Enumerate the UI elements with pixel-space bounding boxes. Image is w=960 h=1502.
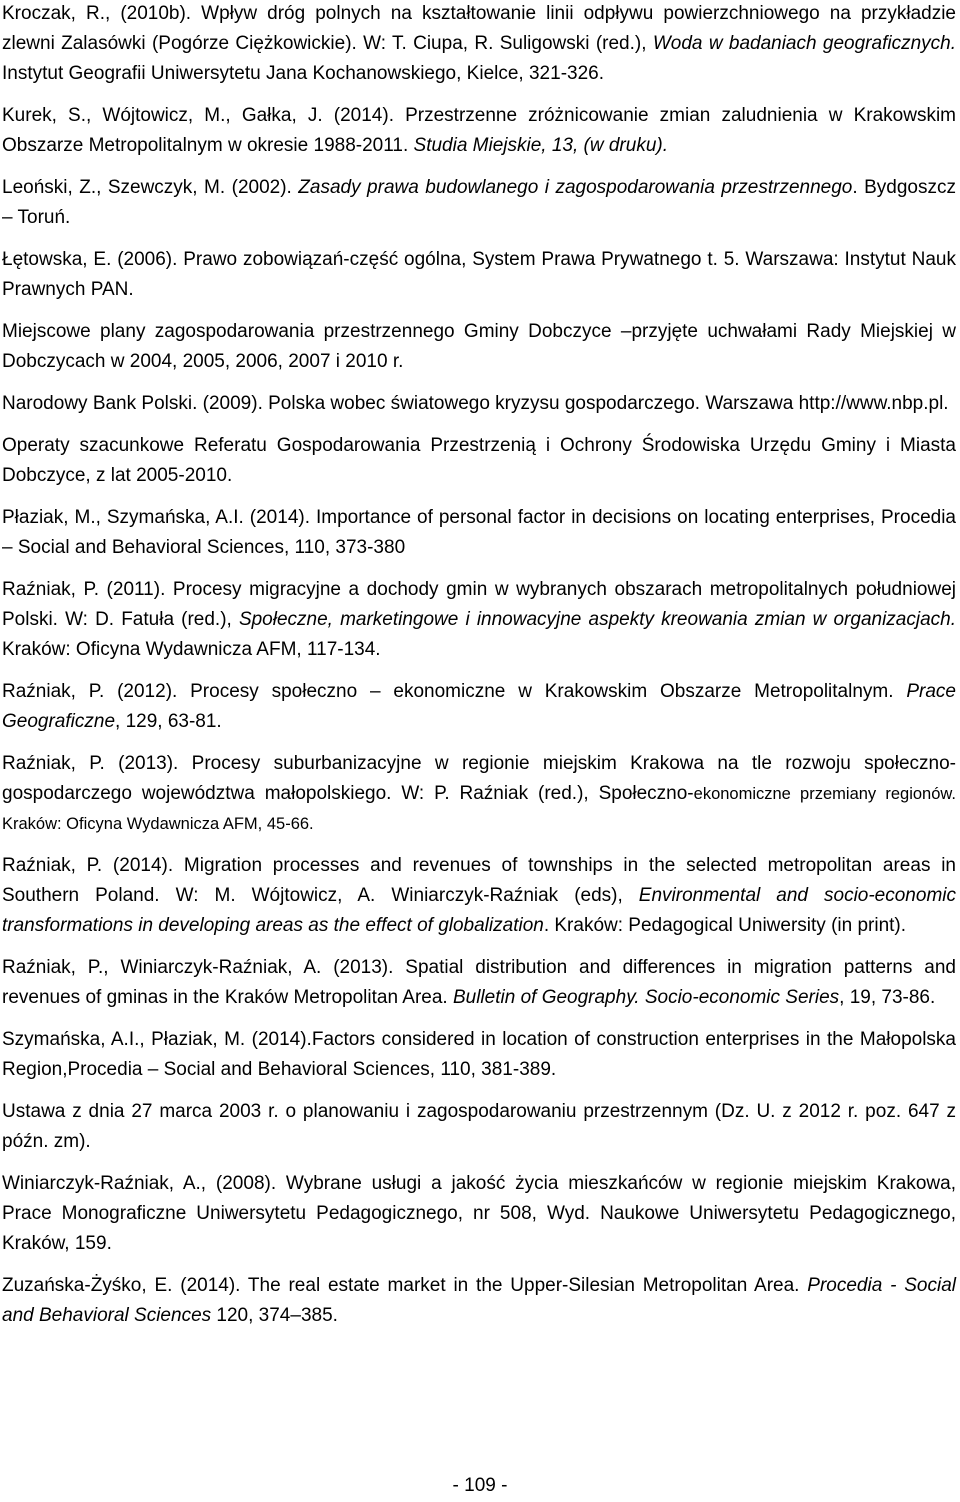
reference-text: Narodowy Bank Polski. (2009). Polska wobec światowego kryzysu gospodarczego. Warszawa http://www.nbp.pl. <box>2 393 949 414</box>
reference-entry <box>2 317 956 377</box>
reference-entry <box>2 1025 956 1085</box>
reference-italic-text: Prace Geograficzne <box>2 681 956 732</box>
reference-entry <box>2 953 956 1013</box>
reference-italic-text: Bulletin of Geography. Socio-economic Series <box>452 987 840 1008</box>
reference-entry <box>2 677 956 737</box>
reference-entry <box>2 101 956 161</box>
reference-text: Raźniak, P. (2014). Migration processes and revenues of townships in the selected metropolitan areas in Southern Poland. W: M. Wójtowicz, A. Winiarczyk-Raźniak (eds), <box>2 855 956 906</box>
reference-text: Zuzańska-Żyśko, E. (2014). The real estate market in the Upper-Silesian Metropolitan Area. <box>2 1275 808 1296</box>
reference-text: Operaty szacunkowe Referatu Gospodarowania Przestrzenią i Ochrony Środowiska Urzędu Gminy i Miasta Dobczyce, z lat 2005-2010. <box>2 435 956 486</box>
reference-text: Raźniak, P. (2013). Procesy suburbanizacyjne w regionie miejskim Krakowa na tle rozwoju społeczno-gospodarczego województwa małopolskiego. W: P. Raźniak (red.), Społeczno- <box>2 753 956 804</box>
reference-entry <box>2 749 956 839</box>
reference-text: , 129, 63-81. <box>115 711 222 732</box>
reference-list <box>2 0 956 1343</box>
reference-italic-text: Environmental and socio-economic transformations in developing areas as the effect of globalization <box>2 885 956 936</box>
reference-text: Leoński, Z., Szewczyk, M. (2002). <box>2 177 299 198</box>
reference-text: Szymańska, A.I., Płaziak, M. (2014).Factors considered in location of construction enterprises in the Małopolska Region,Procedia – Social and Behavioral Sciences, 110, 381-389. <box>2 1029 956 1080</box>
reference-entry <box>2 1097 956 1157</box>
page-number: - 109 - <box>452 1475 508 1496</box>
reference-italic-text: Społeczne, marketingowe i innowacyjne aspekty kreowania zmian w organizacjach. <box>238 609 957 630</box>
reference-text: Płaziak, M., Szymańska, A.I. (2014). Importance of personal factor in decisions on locating enterprises, Procedia – Social and Behavioral Sciences, 110, 373-380 <box>2 507 956 558</box>
reference-text: Raźniak, P. (2012). Procesy społeczno – ekonomiczne w Krakowskim Obszarze Metropolitalnym. <box>2 681 907 702</box>
reference-text: 120, 374–385. <box>211 1305 338 1326</box>
reference-text: . Kraków: Pedagogical Uniwersity (in print). <box>543 915 907 936</box>
reference-entry <box>2 1169 956 1259</box>
reference-text: . Bydgoszcz – Toruń. <box>2 177 956 228</box>
reference-text: , 19, 73-86. <box>839 987 936 1008</box>
reference-italic-text: Woda w badaniach geograficznych. <box>652 33 956 54</box>
reference-entry <box>2 575 956 665</box>
reference-italic-text: Studia Miejskie, 13, (w druku). <box>413 135 669 156</box>
reference-text: Ustawa z dnia 27 marca 2003 r. o planowaniu i zagospodarowaniu przestrzennym (Dz. U. z 2012 r. poz. 647 z późn. zm). <box>2 1101 956 1152</box>
reference-text: Łętowska, E. (2006). Prawo zobowiązań-część ogólna, System Prawa Prywatnego t. 5. Warszawa: Instytut Nauk Prawnych PAN. <box>2 249 956 300</box>
reference-entry <box>2 503 956 563</box>
reference-text: Raźniak, P. (2011). Procesy migracyjne a dochody gmin w wybranych obszarach metropolitalnych południowej Polski. W: D. Fatuła (red.), <box>2 579 956 630</box>
reference-text: Instytut Geografii Uniwersytetu Jana Kochanowskiego, Kielce, 321-326. <box>2 63 604 84</box>
reference-text: ekonomiczne przemiany regionów. Kraków: Oficyna Wydawnicza AFM, 45-66. <box>2 785 956 833</box>
reference-text: Raźniak, P., Winiarczyk-Raźniak, A. (2013). Spatial distribution and differences in migration patterns and revenues of gminas in the Kraków Metropolitan Area. <box>2 957 956 1008</box>
reference-text: Miejscowe plany zagospodarowania przestrzennego Gminy Dobczyce –przyjęte uchwałami Rady Miejskiej w Dobczycach w 2004, 2005, 2006, 2007 i 2010 r. <box>2 321 956 372</box>
reference-text: Winiarczyk-Raźniak, A., (2008). Wybrane usługi a jakość życia mieszkańców w regionie miejskim Krakowa, Prace Monograficzne Uniwersytetu Pedagogicznego, nr 508, Wyd. Naukowe Uniwersytetu Pedagogicznego, Kraków, 159. <box>2 1173 956 1254</box>
reference-entry <box>2 851 956 941</box>
reference-italic-text: Zasady prawa budowlanego i zagospodarowania przestrzennego <box>298 177 853 198</box>
reference-text: Kroczak, R., (2010b). Wpływ dróg polnych na kształtowanie linii odpływu powierzchniowego na przykładzie zlewni Zalasówki (Pogórze Ciężkowickie). W: T. Ciupa, R. Suligowski (red.), <box>2 3 956 54</box>
reference-entry <box>2 0 956 89</box>
reference-entry <box>2 173 956 233</box>
reference-text: Kraków: Oficyna Wydawnicza AFM, 117-134. <box>2 639 381 660</box>
reference-entry <box>2 1271 956 1331</box>
reference-text: Kurek, S., Wójtowicz, M., Gałka, J. (2014). Przestrzenne zróżnicowanie zmian zaludnienia w Krakowskim Obszarze Metropolitalnym w okresie 1988-2011. <box>2 105 956 156</box>
reference-entry <box>2 431 956 491</box>
reference-italic-text: Procedia - Social and Behavioral Sciences <box>2 1275 957 1326</box>
reference-entry <box>2 245 956 305</box>
reference-entry <box>2 389 956 419</box>
